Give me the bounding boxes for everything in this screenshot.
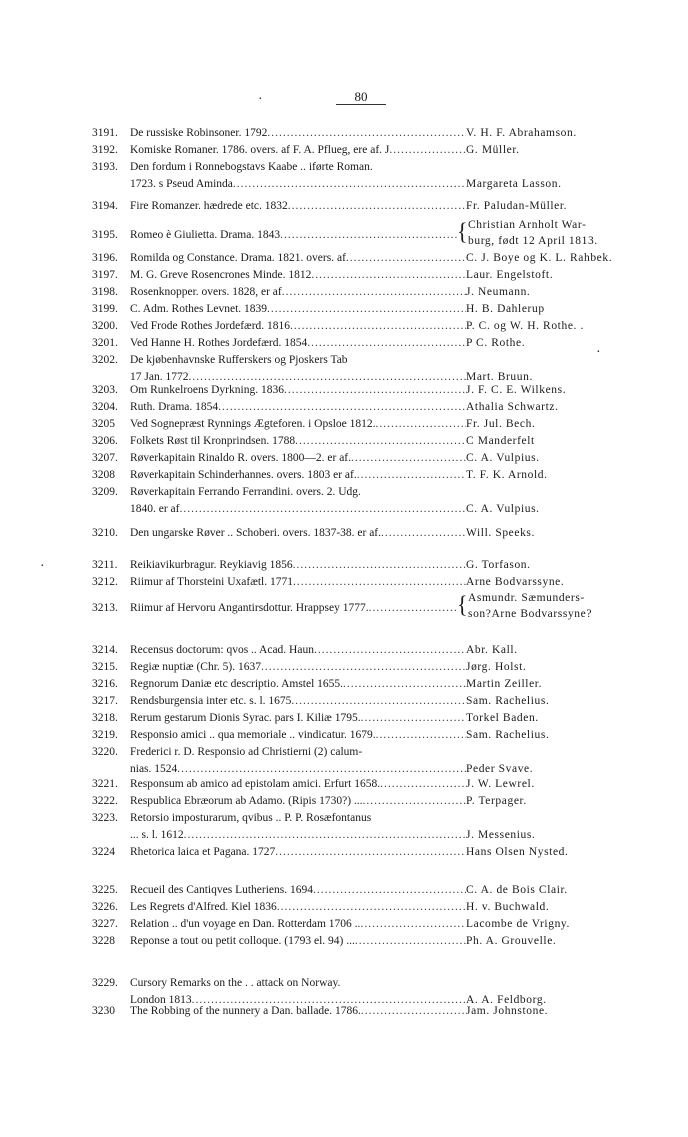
leader-dots <box>290 320 466 333</box>
entry-number: 3203. <box>92 384 118 396</box>
entry-title: Romeo è Giulietta. Drama. 1843 <box>130 229 281 241</box>
entry <box>92 695 632 708</box>
leader-dots <box>277 901 466 914</box>
entry-author: Fr. Paludan-Müller. <box>466 200 568 212</box>
stray-dot: · <box>40 559 45 574</box>
entry-author: Jørg. Holst. <box>466 661 527 673</box>
entry-number: 3216. <box>92 678 118 690</box>
leader-dots <box>177 763 466 776</box>
entry-author: Martin Zeiller. <box>466 678 543 690</box>
entry-title: Regiæ nuptiæ (Chr. 5). 1637 <box>130 661 261 673</box>
entry-title: Responsio amici .. qua memoriale .. vindicatur. 1679. <box>130 729 376 741</box>
stray-dot: · <box>596 345 601 360</box>
entry-author: Asmundr. Sæmunders- <box>468 592 585 604</box>
entry-author: H. v. Buchwald. <box>466 901 550 913</box>
entry-number: 3200. <box>92 320 118 332</box>
entry-number: 3230 <box>92 1005 115 1017</box>
leader-dots <box>360 918 466 931</box>
entry <box>92 678 632 691</box>
entry-author-continued: son?Arne Bodvarssyne? <box>468 608 593 620</box>
entry-number: 3199. <box>92 303 118 315</box>
entry-author: Jam. Johnstone. <box>466 1005 549 1017</box>
leader-dots <box>180 503 467 516</box>
entry-author: V. H. F. Abrahamson. <box>466 127 577 139</box>
entry-author: P C. Rothe. <box>466 337 526 349</box>
entry-author: P. C. og W. H. Rothe. . <box>466 320 584 332</box>
entry <box>92 144 632 157</box>
leader-dots <box>218 401 466 414</box>
entry-number: 3210. <box>92 527 118 539</box>
leader-dots <box>351 452 466 465</box>
entry-number: 3201. <box>92 337 118 349</box>
entry-number: 3229. <box>92 977 118 989</box>
leader-dots <box>389 144 466 157</box>
leader-dots <box>311 269 466 282</box>
entry-title: Riimur af Thorsteini Uxafætl. 1771 <box>130 576 294 588</box>
entry-author: Arne Bodvarssyne. <box>466 576 565 588</box>
entry <box>92 746 632 776</box>
entry <box>92 846 632 859</box>
entry <box>92 303 632 316</box>
leader-dots <box>343 678 466 691</box>
entry-author-continued: burg, født 12 April 1813. <box>468 235 598 247</box>
entry-title: Den ungarske Røver .. Schoberi. overs. 1837-38. er af. <box>130 527 382 539</box>
leader-dots <box>280 229 457 242</box>
leader-dots <box>284 384 466 397</box>
entry-title: Rendsburgensia inter etc. s. l. 1675 <box>130 695 292 707</box>
entry-title: Røverkapitain Rinaldo R. overs. 1800—2. er af. <box>130 452 352 464</box>
entry-number: 3213. <box>92 602 118 614</box>
entry <box>92 401 632 414</box>
entry-title: Fire Romanzer. hædrede etc. 1832 <box>130 200 288 212</box>
entry-number: 3221. <box>92 778 118 790</box>
entry-number: 3205 <box>92 418 115 430</box>
entry-title: Ved Frode Rothes Jordefærd. 1816 <box>130 320 291 332</box>
leader-dots <box>267 127 466 140</box>
entry <box>92 527 632 540</box>
entry-author: Lacombe de Vrigny. <box>466 918 570 930</box>
brace: { <box>457 590 468 619</box>
entry-title: Reikiavikurbragur. Reykiavig 1856 <box>130 559 293 571</box>
entry <box>92 469 632 482</box>
entry-number: 3214. <box>92 644 118 656</box>
entry-title: Reponse a tout ou petit colloque. (1793 el. 94) ... <box>130 935 355 947</box>
entry <box>92 354 632 384</box>
entry-title: Den fordum i Ronnebogstavs Kaabe .. iførte Roman. <box>130 161 373 173</box>
entry-number: 3198. <box>92 286 118 298</box>
entry-number: 3211. <box>92 559 118 571</box>
entry <box>92 644 632 657</box>
entry-title: Rerum gestarum Dionis Syrac. pars I. Kiliæ 1795. <box>130 712 361 724</box>
entry-author: Margareta Lasson. <box>466 178 562 190</box>
entry <box>92 559 632 572</box>
page-number: 80 <box>336 89 386 105</box>
entry <box>92 486 632 516</box>
leader-dots <box>293 576 466 589</box>
entry-author: Will. Speeks. <box>466 527 535 539</box>
entry-author: H. B. Dahlerup <box>466 303 545 315</box>
entry-title: Røverkapitain Schinderhannes. overs. 1803 er af. <box>130 469 357 481</box>
entry-author: G. Müller. <box>466 144 520 156</box>
entry-author: J. W. Lewrel. <box>466 778 535 790</box>
entry-title-continued: London 1813 <box>130 994 192 1006</box>
entry <box>92 200 632 213</box>
entry <box>92 161 632 191</box>
entry-title: Romilda og Constance. Drama. 1821. overs. af <box>130 252 346 264</box>
entry-author: A. A. Feldborg. <box>466 994 547 1006</box>
entry <box>92 590 632 620</box>
entry-number: 3228 <box>92 935 115 947</box>
entry-title: De kjøbenhavnske Rufferskers og Pjoskers Tab <box>130 354 348 366</box>
entry <box>92 286 632 299</box>
entry-author: Sam. Rachelius. <box>466 695 550 707</box>
entry-number: 3193. <box>92 161 118 173</box>
entry <box>92 127 632 140</box>
entry-number: 3215. <box>92 661 118 673</box>
leader-dots <box>361 1005 466 1018</box>
entry-author: T. F. K. Arnold. <box>466 469 548 481</box>
entry-number: 3212. <box>92 576 118 588</box>
entry <box>92 418 632 431</box>
entry <box>92 712 632 725</box>
entry-number: 3208 <box>92 469 115 481</box>
leader-dots <box>363 795 466 808</box>
entry-number: 3202. <box>92 354 118 366</box>
entry-number: 3195. <box>92 229 118 241</box>
leader-dots <box>188 371 466 384</box>
entry <box>92 935 632 948</box>
entry-title-continued: 1840. er af <box>130 503 180 515</box>
entry-author: C. A. de Bois Clair. <box>466 884 568 896</box>
entry-author: Ph. A. Grouvelle. <box>466 935 557 947</box>
entry <box>92 435 632 448</box>
entry-author: J. F. C. E. Wilkens. <box>466 384 567 396</box>
entry-title: Røverkapitain Ferrando Ferrandini. overs. 2. Udg. <box>130 486 361 498</box>
leader-dots <box>355 935 466 948</box>
entry-number: 3192. <box>92 144 118 156</box>
leader-dots <box>295 435 466 448</box>
entry-title: Cursory Remarks on the . . attack on Norway. <box>130 977 341 989</box>
entry-title: Recueil des Cantiqves Lutheriens. 1694 <box>130 884 314 896</box>
leader-dots <box>376 418 467 431</box>
entry-title: Relation .. d'un voyage en Dan. Rotterdam 1706 .. <box>130 918 361 930</box>
entry-number: 3219. <box>92 729 118 741</box>
leader-dots <box>369 602 457 615</box>
entry-title: Regnorum Daniæ etc descriptio. Amstel 1655. <box>130 678 344 690</box>
entry-author: Fr. Jul. Bech. <box>466 418 536 430</box>
entry-title: M. G. Greve Rosencrones Minde. 1812 <box>130 269 312 281</box>
entry-author: Laur. Engelstoft. <box>466 269 554 281</box>
entry-number: 3224 <box>92 846 115 858</box>
entry-title-continued: ... s. l. 1612 <box>130 829 184 841</box>
entry-author: J. Neumann. <box>466 286 531 298</box>
entry <box>92 729 632 742</box>
entry-author: C Manderfelt <box>466 435 535 447</box>
entry-author: Sam. Rachelius. <box>466 729 550 741</box>
entry-number: 3227. <box>92 918 118 930</box>
entry-author: C. A. Vulpius. <box>466 503 540 515</box>
leader-dots <box>346 252 466 265</box>
entry-author: Torkel Baden. <box>466 712 539 724</box>
entry-number: 3207. <box>92 452 118 464</box>
entry-number: 3217. <box>92 695 118 707</box>
entry-title: Rosenknopper. overs. 1828, er af <box>130 286 282 298</box>
entry-title: Frederici r. D. Responsio ad Christierni (2) calum- <box>130 746 363 758</box>
entry-number: 3209. <box>92 486 118 498</box>
entry-title: Responsum ab amico ad epistolam amici. Erfurt 1658. <box>130 778 381 790</box>
entry-number: 3225. <box>92 884 118 896</box>
entry <box>92 269 632 282</box>
entry-number: 3220. <box>92 746 118 758</box>
entry-author: P. Terpager. <box>466 795 527 807</box>
entry-number: 3204. <box>92 401 118 413</box>
leader-dots <box>307 337 466 350</box>
entry-title: Riimur af Hervoru Angantirsdottur. Hrappsey 1777. <box>130 602 369 614</box>
entry-title: Ruth. Drama. 1854 <box>130 401 219 413</box>
entry <box>92 337 632 350</box>
leader-dots <box>282 286 466 299</box>
leader-dots <box>313 884 466 897</box>
leader-dots <box>184 829 466 842</box>
entry <box>92 812 632 842</box>
leader-dots <box>233 178 466 191</box>
entry-number: 3196. <box>92 252 118 264</box>
entry-number: 3191. <box>92 127 118 139</box>
entry <box>92 778 632 791</box>
entry-title: Komiske Romaner. 1786. overs. af F. A. Pflueg, ere af. J <box>130 144 390 156</box>
entry-title-continued: 17 Jan. 1772 <box>130 371 189 383</box>
entry-number: 3194. <box>92 200 118 212</box>
entry-title: The Robbing of the nunnery a Dan. ballade. 1786. <box>130 1005 361 1017</box>
entry-title: Retorsio imposturarum, qvibus .. P. P. Rosæfontanus <box>130 812 372 824</box>
entry-author: Abr. Kall. <box>466 644 518 656</box>
entry-author: Mart. Bruun. <box>466 371 533 383</box>
entry-number: 3197. <box>92 269 118 281</box>
entry-title: C. Adm. Rothes Levnet. 1839 <box>130 303 268 315</box>
entry <box>92 918 632 931</box>
entry <box>92 384 632 397</box>
leader-dots <box>291 695 466 708</box>
entry-author: G. Torfason. <box>466 559 531 571</box>
entry-author: C. A. Vulpius. <box>466 452 540 464</box>
entry-title: Recensus doctorum: qvos .. Acad. Haun <box>130 644 314 656</box>
entry <box>92 1005 632 1018</box>
entry <box>92 795 632 808</box>
stray-dot: · <box>258 92 263 107</box>
entry <box>92 252 632 265</box>
leader-dots <box>380 778 466 791</box>
leader-dots <box>376 729 466 742</box>
leader-dots <box>361 712 466 725</box>
entry <box>92 320 632 333</box>
entry <box>92 452 632 465</box>
entry-title-continued: nias. 1524 <box>130 763 178 775</box>
entry <box>92 217 632 247</box>
leader-dots <box>314 644 466 657</box>
entry-author: C. J. Boye og K. L. Rahbek. <box>466 252 613 264</box>
leader-dots <box>357 469 466 482</box>
leader-dots <box>261 661 466 674</box>
entry-number: 3226. <box>92 901 118 913</box>
entry-author: J. Messenius. <box>466 829 536 841</box>
leader-dots <box>293 559 466 572</box>
entry-number: 3223. <box>92 812 118 824</box>
entry-title: Ved Hanne H. Rothes Jordefærd. 1854 <box>130 337 308 349</box>
entry-title: Om Runkelroens Dyrkning. 1836 <box>130 384 284 396</box>
entry-title: Rhetorica laica et Pagana. 1727 <box>130 846 276 858</box>
entry-title: De russiske Robinsoner. 1792 <box>130 127 268 139</box>
leader-dots <box>381 527 466 540</box>
entry <box>92 977 632 1007</box>
leader-dots <box>275 846 466 859</box>
entry-author: Peder Svave. <box>466 763 534 775</box>
brace: { <box>457 217 468 246</box>
entry-title: Respublica Ebræorum ab Adamo. (Ripis 1730?) ... <box>130 795 363 807</box>
entry <box>92 576 632 589</box>
entry-title: Folkets Røst til Kronprindsen. 1788 <box>130 435 296 447</box>
entry-title-continued: 1723. s Pseud Aminda <box>130 178 233 190</box>
entry-author: Christian Arnholt War- <box>468 219 587 231</box>
entry <box>92 661 632 674</box>
leader-dots <box>267 303 466 316</box>
entry <box>92 901 632 914</box>
entry-number: 3222. <box>92 795 118 807</box>
entry-author: Hans Olsen Nysted. <box>466 846 569 858</box>
entry-number: 3206. <box>92 435 118 447</box>
entry-title: Les Regrets d'Alfred. Kiel 1836 <box>130 901 277 913</box>
leader-dots <box>288 200 466 213</box>
entry-title: Ved Sognepræst Rynnings Ægteforen. i Opsloe 1812. <box>130 418 376 430</box>
entry-author: Athalia Schwartz. <box>466 401 559 413</box>
entry <box>92 884 632 897</box>
entry-number: 3218. <box>92 712 118 724</box>
